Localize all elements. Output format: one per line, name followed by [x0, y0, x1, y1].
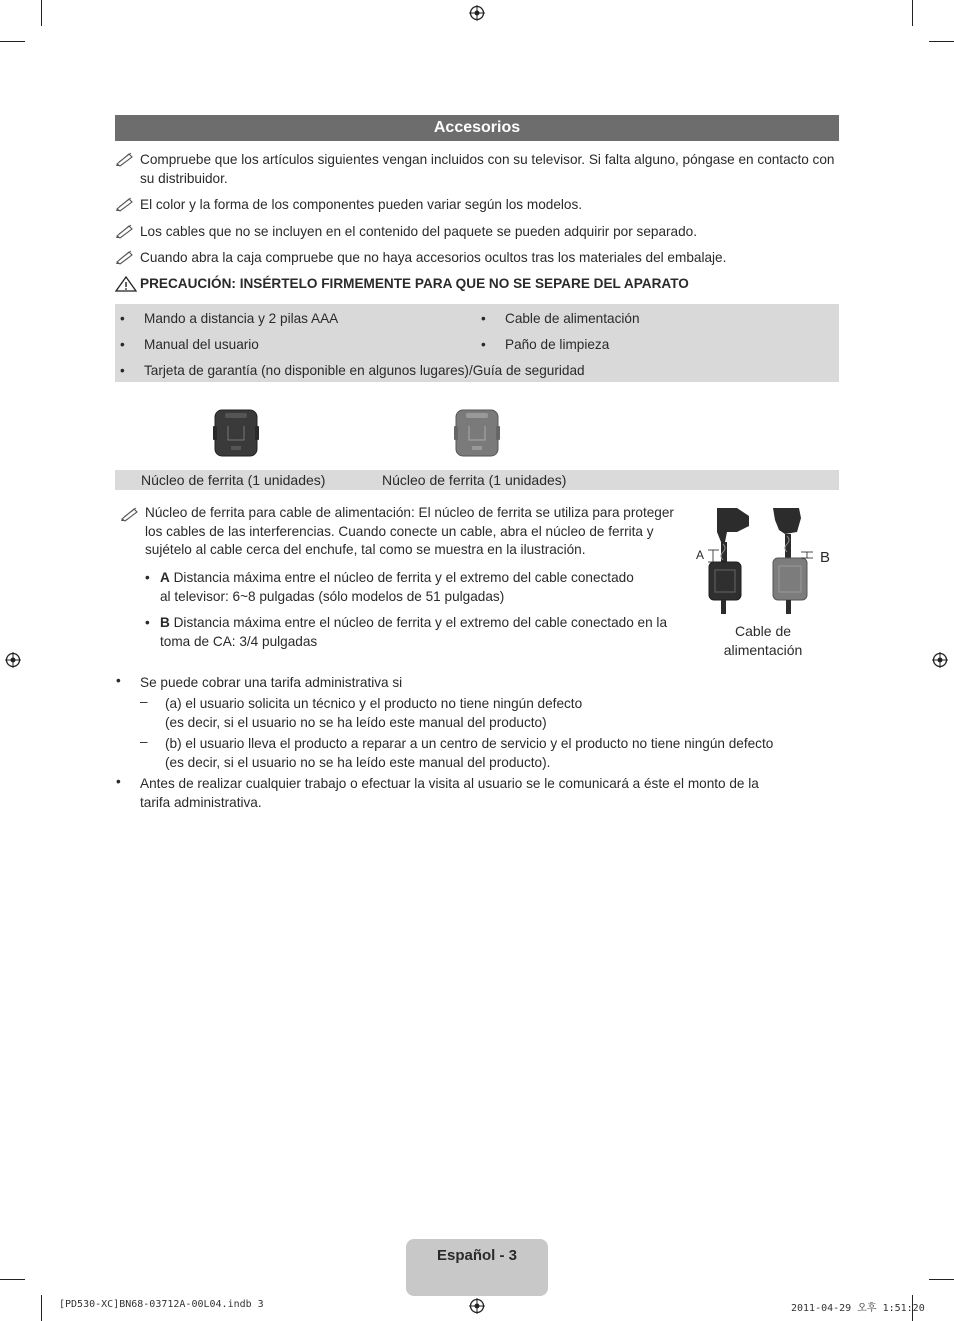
print-timestamp: 2011-04-29 오후 1:51:20: [791, 1303, 925, 1314]
pencil-icon: [115, 196, 137, 212]
dash: –: [140, 694, 148, 709]
registration-mark-icon: [932, 652, 948, 668]
page-number-tab: Español - 3: [406, 1239, 548, 1296]
ferrite-caption-row: [115, 470, 839, 490]
ferrite-caption: Núcleo de ferrita (1 unidades): [141, 472, 326, 488]
registration-mark-icon: [5, 652, 21, 668]
pencil-icon: [115, 223, 137, 239]
bullet: •: [116, 673, 121, 688]
figure-caption-line: Cable de: [734, 623, 792, 639]
ferrite-note-text: Núcleo de ferrita para cable de alimentación: El núcleo de ferrita se utiliza para proteger los cables de las interferencias. Cuando conecte un cable, abra el núcleo de ferrita y sujételo al cable cerca del enchufe, tal como se muestra en la ilustración.: [145, 505, 674, 557]
pencil-icon: [120, 506, 142, 522]
sub-item-key: B: [160, 615, 170, 630]
list-item-label: Manual del usuario: [144, 337, 259, 352]
sub-item-text: Distancia máxima entre el núcleo de ferrita y el extremo del cable conectado en la toma de CA: 3/4 pulgadas: [160, 615, 668, 649]
pencil-icon: [115, 249, 137, 265]
bullet: •: [481, 311, 486, 326]
fees-case-line: (a) el usuario solicita un técnico y el producto no tiene ningún defecto: [165, 696, 583, 711]
note-item: [115, 248, 839, 267]
fees-final: Antes de realizar cualquier trabajo o efectuar la visita al usuario se le comunicará a éste el monto de la tarifa administrativa.: [140, 776, 759, 810]
dimension-label-a: A: [696, 548, 705, 562]
caution-note: [115, 274, 839, 293]
ferrite-core-image: [213, 408, 259, 458]
bullet: •: [120, 337, 125, 352]
fees-case: [165, 734, 835, 772]
note-text: Compruebe que los artículos siguientes vengan incluidos con su televisor. Si falta alguno, póngase en contacto con su distribuidor.: [140, 152, 835, 186]
note-text: Cuando abra la caja compruebe que no haya accesorios ocultos tras los materiales del embalaje.: [140, 250, 727, 265]
figure-caption-line: alimentación: [723, 642, 803, 658]
crop-mark: [41, 1295, 42, 1321]
bullet: •: [481, 337, 486, 352]
note-text: Los cables que no se incluyen en el contenido del paquete se pueden adquirir por separado.: [140, 224, 697, 239]
crop-mark: [929, 1279, 954, 1280]
ferrite-caption: Núcleo de ferrita (1 unidades): [382, 472, 567, 488]
note-text: El color y la forma de los componentes pueden variar según los modelos.: [140, 197, 583, 212]
list-item-label: Cable de alimentación: [505, 311, 640, 326]
caution-text: PRECAUCIÓN: INSÉRTELO FIRMEMENTE PARA QUE NO SE SEPARE DEL APARATO: [140, 276, 689, 291]
list-item-label: Mando a distancia y 2 pilas AAA: [144, 311, 339, 326]
bullet: •: [120, 311, 125, 326]
fees-case-line: (b) el usuario lleva el producto a reparar a un centro de servicio y el producto no tiene ningún defecto: [165, 736, 774, 751]
sub-item-text: Distancia máxima entre el núcleo de ferrita y el extremo del cable conectado al televisor: 6~8 pulgadas (sólo modelos de 51 pulgadas): [160, 570, 634, 604]
fees-intro: Se puede cobrar una tarifa administrativa si: [140, 675, 403, 690]
dimension-label-b: B: [820, 549, 831, 566]
crop-mark: [41, 0, 42, 26]
note-item: [115, 195, 839, 214]
file-info: [PD530-XC]BN68-03712A-00L04.indb 3: [59, 1299, 264, 1310]
crop-mark: [912, 0, 913, 26]
accessories-list: [115, 304, 839, 382]
bullet: •: [116, 774, 121, 789]
list-item-label: Paño de limpieza: [505, 337, 610, 352]
warning-icon: [115, 276, 137, 292]
fees-case-line: (es decir, si el usuario no se ha leído este manual del producto).: [165, 755, 551, 770]
fees-case-line: (es decir, si el usuario no se ha leído este manual del producto): [165, 715, 547, 730]
crop-mark: [0, 41, 25, 42]
bullet: •: [145, 615, 150, 630]
sub-item-key: A: [160, 570, 170, 585]
bullet: •: [145, 570, 150, 585]
dash: –: [140, 734, 148, 749]
crop-mark: [0, 1279, 25, 1280]
fees-case: [165, 694, 825, 732]
registration-mark-icon: [469, 5, 485, 21]
registration-mark-icon: [469, 1298, 485, 1314]
pencil-icon: [115, 151, 137, 167]
crop-mark: [929, 41, 954, 42]
ferrite-core-image: [454, 408, 500, 458]
power-cable-illustration: [693, 504, 839, 618]
section-title: Accesorios: [115, 115, 839, 141]
bullet: •: [120, 363, 125, 378]
note-item: [115, 150, 839, 188]
list-item-label: Tarjeta de garantía (no disponible en algunos lugares)/Guía de seguridad: [144, 363, 585, 378]
figure-caption: [703, 622, 823, 660]
note-item: [115, 222, 839, 241]
